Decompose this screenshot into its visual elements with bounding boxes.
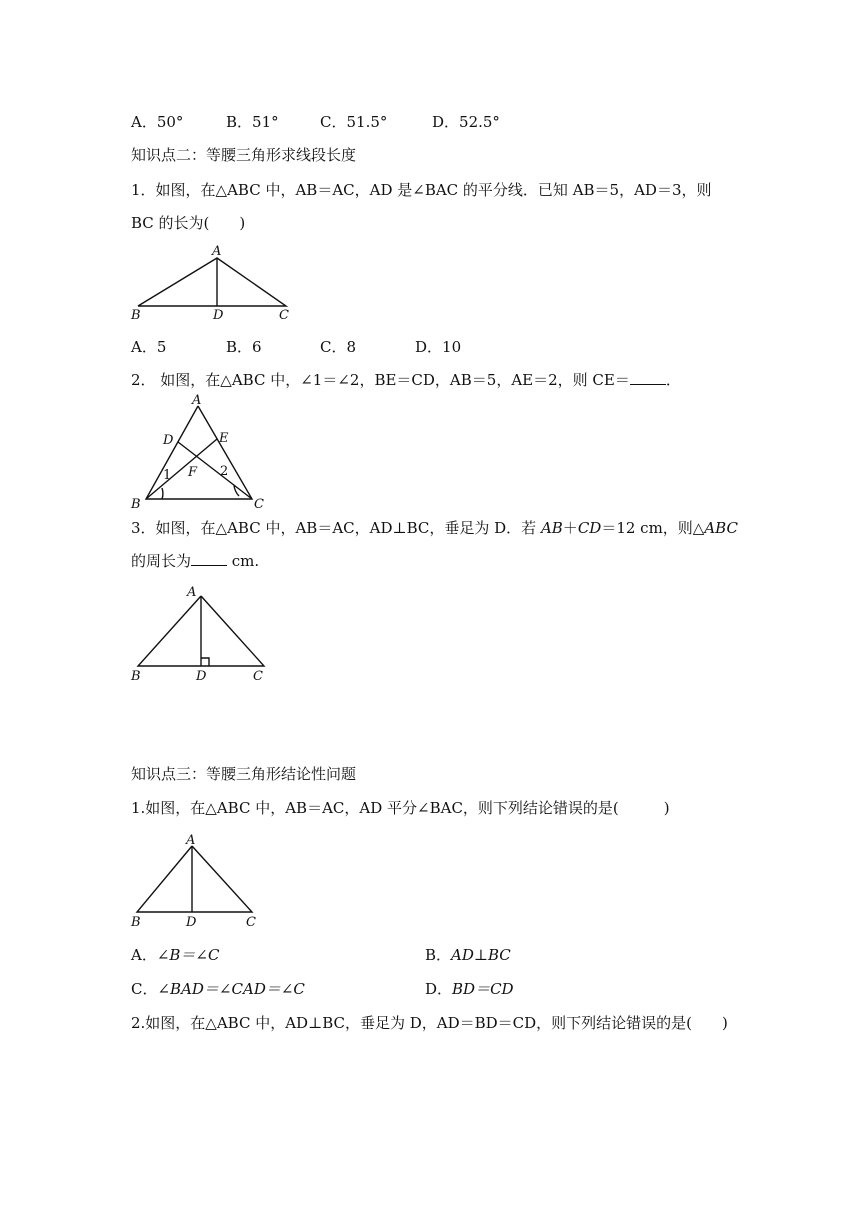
option-a: A．5 (131, 338, 167, 356)
label-a: A (192, 393, 202, 408)
option-math: ∠BAD＝∠CAD＝∠C (157, 980, 305, 998)
question-text (131, 370, 681, 390)
label-angle-1: 1 (163, 468, 172, 483)
triangle-abc (137, 846, 252, 912)
math-abc: ABC (704, 519, 738, 537)
angle-mark-1 (162, 488, 163, 499)
label-d: D (196, 669, 207, 684)
question-text: 1．如图，在△ABC 中，AB＝AC，AD 是∠BAC 的平分线．已知 AB＝5，AD＝3，则 (131, 181, 712, 199)
label-angle-2: 2 (220, 464, 229, 479)
question-text: 1.如图，在△ABC 中，AB＝AC，AD 平分∠BAC，则下列结论错误的是( ) (131, 799, 670, 817)
math-plus: ＋ (562, 519, 578, 537)
option-b: B．51° (226, 113, 279, 131)
option-c: C．8 (320, 338, 357, 356)
label-b: B (131, 915, 141, 930)
right-angle-mark (201, 658, 209, 666)
label-d: D (186, 915, 197, 930)
option-math: AD⊥BC (451, 946, 511, 964)
option-c: C．51.5° (320, 113, 388, 131)
option-d (425, 979, 514, 999)
question-text-main: 2． 如图，在△ABC 中，∠1＝∠2，BE＝CD，AB＝5，AE＝2，则 CE＝ (131, 371, 630, 389)
section-title: 知识点二：等腰三角形求线段长度 (131, 146, 357, 164)
option-b: B．6 (226, 338, 262, 356)
label-a: A (186, 833, 196, 848)
question-text-main: 的周长为 (131, 552, 192, 570)
label-d: D (163, 433, 174, 448)
option-prefix: A． (131, 946, 157, 964)
option-c (131, 979, 305, 999)
label-d: D (213, 308, 224, 323)
label-a: A (212, 244, 222, 259)
answer-blank (630, 370, 666, 385)
label-c: C (279, 308, 289, 323)
label-e: E (219, 431, 229, 446)
option-prefix: B． (425, 946, 452, 964)
question-text (131, 518, 738, 538)
question-text-end: ． (665, 371, 681, 389)
math-cd: CD (577, 519, 602, 537)
question-text-main: 3．如图，在△ABC 中，AB＝AC，AD⊥BC，垂足为 D．若 (131, 519, 541, 537)
triangle-figure (128, 392, 278, 512)
option-math: BD＝CD (452, 980, 514, 998)
option-prefix: D． (425, 980, 453, 998)
label-f: F (188, 465, 198, 480)
segment-be (146, 439, 217, 499)
label-c: C (254, 497, 264, 512)
triangle-abc (138, 258, 286, 306)
question-text: BC 的长为( ) (131, 214, 246, 232)
option-prefix: C． (131, 980, 158, 998)
question-text (131, 551, 259, 571)
label-a: A (187, 585, 197, 600)
option-b (425, 945, 511, 965)
question-text: 2.如图，在△ABC 中，AD⊥BC，垂足为 D，AD＝BD＝CD，则下列结论错误的是( ) (131, 1014, 728, 1032)
math-ab: AB (540, 519, 563, 537)
triangle-figure (128, 832, 278, 930)
section-title: 知识点三：等腰三角形结论性问题 (131, 765, 357, 783)
question-text-mid: ＝12 cm，则△ (601, 519, 705, 537)
triangle-figure (128, 243, 298, 323)
option-math: ∠B＝∠C (156, 946, 220, 964)
question-text-end: cm. (227, 552, 260, 570)
label-c: C (246, 915, 256, 930)
option-d: D．10 (415, 338, 462, 356)
answer-blank (191, 551, 227, 566)
option-a: A．50° (131, 113, 184, 131)
label-b: B (131, 669, 141, 684)
label-b: B (131, 308, 141, 323)
label-b: B (131, 497, 141, 512)
option-a (131, 945, 219, 965)
triangle-figure (128, 582, 278, 686)
label-c: C (253, 669, 263, 684)
option-d: D．52.5° (432, 113, 500, 131)
